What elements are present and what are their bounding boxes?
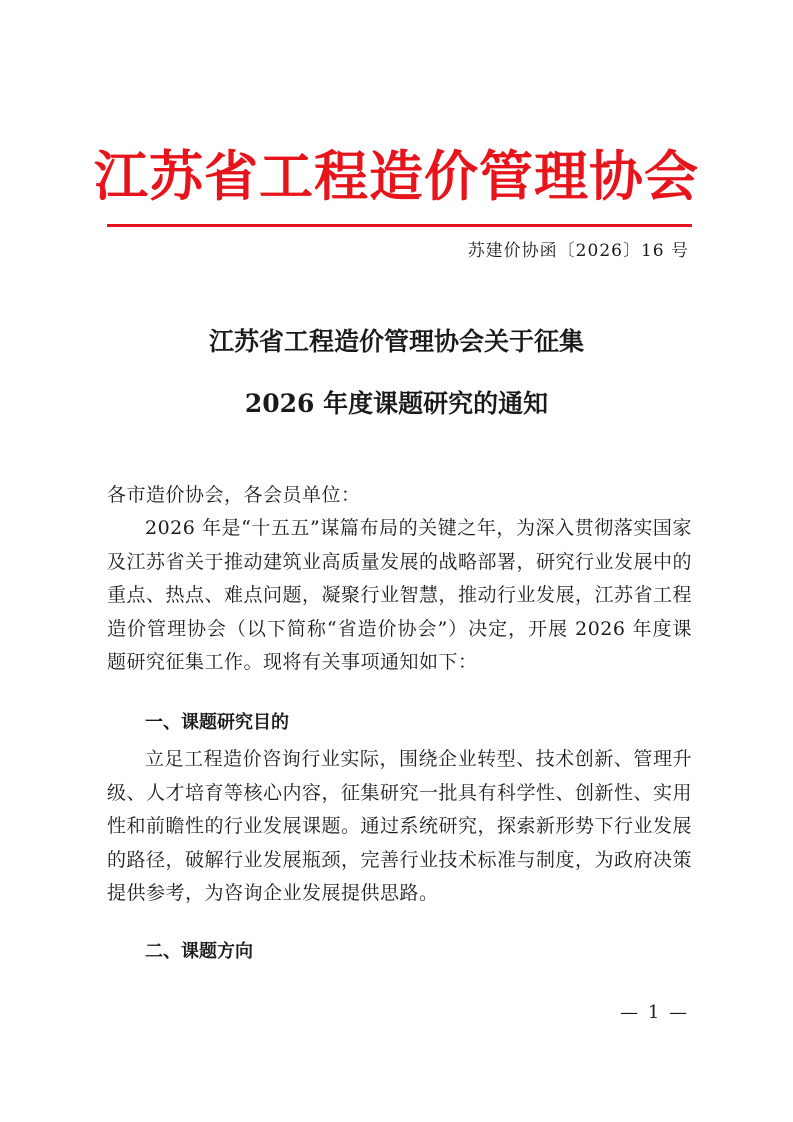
red-separator-line (107, 224, 692, 227)
salutation-text: 各市造价协会，各会员单位： (107, 484, 361, 506)
salutation (107, 479, 692, 513)
intro-paragraph-text: 2026 年是“十五五”谋篇布局的关键之年，为深入贯彻落实国家及江苏省关于推动建筑业高质量发展的战略部署，研究行业发展中的重点、热点、难点问题，凝聚行业智慧，推动行业发展，江苏省工程造价管理协会（以下简称“省造价协会”）决定，开展 2026 年度课题研究征集工作。现将有关事项通知如下： (107, 517, 693, 673)
document-number: 苏建价协函〔2026〕16 号 (467, 241, 689, 261)
page-number: — 1 — (620, 1002, 689, 1023)
purpose-paragraph-text: 立足工程造价咨询行业实际，围绕企业转型、技术创新、管理升级、人才培育等核心内容，征集研究一批具有科学性、创新性、实用性和前瞻性的行业发展课题。通过系统研究，探索新形势下行业发展的路径，破解行业发展瓶颈，完善行业技术标准与制度，为政府决策提供参考，为咨询企业发展提供思路。 (107, 748, 693, 904)
section-heading-purpose: 一、课题研究目的 (145, 712, 289, 733)
notice-title-line-1: 江苏省工程造价管理协会关于征集 (208, 327, 584, 356)
section-heading-direction: 二、课题方向 (145, 941, 253, 962)
intro-paragraph (107, 512, 692, 680)
purpose-paragraph (107, 743, 692, 911)
issuing-organization-masthead: 江苏省工程造价管理协会 (94, 144, 699, 208)
notice-title-line-2: 2026 年度课题研究的通知 (244, 389, 549, 418)
